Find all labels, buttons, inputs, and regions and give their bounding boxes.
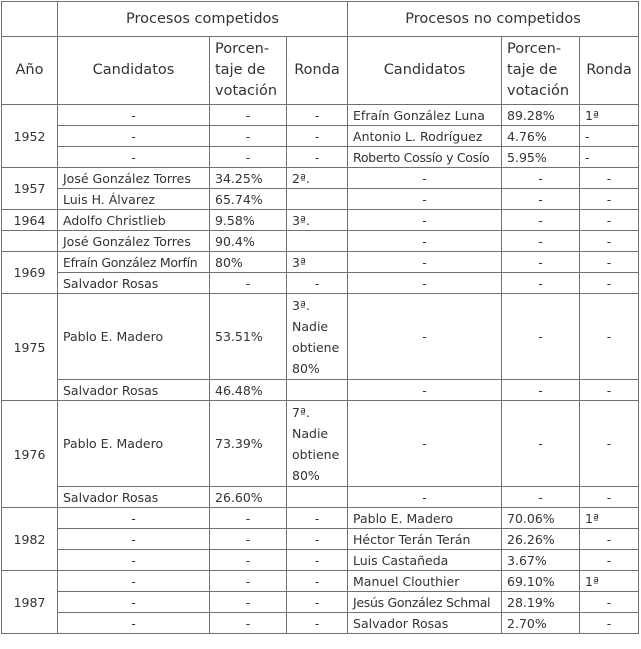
- dash-cell: -: [58, 105, 210, 126]
- candidate-cell: Salvador Rosas: [58, 380, 210, 401]
- dash-cell: -: [580, 487, 639, 508]
- percentage-cell: 73.39%: [210, 401, 287, 487]
- table-row: [2, 126, 639, 147]
- competed-percentage-header: Porcen-taje de votación: [210, 37, 287, 105]
- percentage-cell: 3.67%: [502, 550, 580, 571]
- dash-cell: -: [580, 401, 639, 487]
- candidate-cell: Jesús González Schmal: [348, 592, 502, 613]
- table-row: [2, 592, 639, 613]
- table-row: [2, 189, 639, 210]
- year-cell: 1987: [2, 571, 58, 634]
- round-cell: 3ª: [287, 252, 348, 273]
- dash-cell: -: [210, 571, 287, 592]
- dash-cell: -: [210, 147, 287, 168]
- table-row: [2, 550, 639, 571]
- non-competed-header: Procesos no competidos: [348, 2, 639, 37]
- dash-cell: -: [348, 189, 502, 210]
- dash-cell: -: [580, 380, 639, 401]
- dash-cell: -: [502, 380, 580, 401]
- round-cell: 3ª. Nadie obtiene 80%: [287, 294, 348, 380]
- dash-cell: -: [502, 168, 580, 189]
- percentage-cell: 26.60%: [210, 487, 287, 508]
- dash-cell: -: [580, 189, 639, 210]
- round-cell: [287, 487, 348, 508]
- percentage-cell: 80%: [210, 252, 287, 273]
- dash-cell: -: [502, 231, 580, 252]
- dash-cell: -: [348, 168, 502, 189]
- year-cell: 1952: [2, 105, 58, 168]
- dash-cell: -: [348, 231, 502, 252]
- dash-cell: -: [58, 529, 210, 550]
- table-row: [2, 252, 639, 273]
- round-cell: 1ª: [580, 508, 639, 529]
- percentage-cell: 69.10%: [502, 571, 580, 592]
- dash-cell: -: [210, 529, 287, 550]
- dash-cell: -: [287, 550, 348, 571]
- year-cell: 1964: [2, 210, 58, 231]
- candidate-cell: José González Torres: [58, 168, 210, 189]
- table-row: [2, 168, 639, 189]
- candidate-cell: Luis Castañeda: [348, 550, 502, 571]
- dash-cell: -: [210, 550, 287, 571]
- candidate-cell: Antonio L. Rodríguez: [348, 126, 502, 147]
- candidate-cell: Luis H. Álvarez: [58, 189, 210, 210]
- year-header: Año: [2, 37, 58, 105]
- empty-corner: [2, 2, 58, 37]
- dash-cell: -: [502, 273, 580, 294]
- dash-cell: -: [58, 592, 210, 613]
- table-row: [2, 613, 639, 634]
- dash-cell: -: [210, 613, 287, 634]
- dash-cell: -: [502, 210, 580, 231]
- candidate-cell: Adolfo Christlieb: [58, 210, 210, 231]
- dash-cell: -: [287, 147, 348, 168]
- percentage-cell: 65.74%: [210, 189, 287, 210]
- table-row: [2, 380, 639, 401]
- table-row: [2, 273, 639, 294]
- percentage-cell: 70.06%: [502, 508, 580, 529]
- dash-cell: -: [58, 613, 210, 634]
- round-cell: 1ª: [580, 105, 639, 126]
- dash-cell: -: [210, 105, 287, 126]
- table-row: [2, 147, 639, 168]
- dash-cell: -: [580, 210, 639, 231]
- dash-cell: -: [348, 210, 502, 231]
- non-competed-candidates-header: Candidatos: [348, 37, 502, 105]
- candidate-cell: Salvador Rosas: [58, 487, 210, 508]
- dash-cell: -: [58, 550, 210, 571]
- round-cell: [287, 231, 348, 252]
- table-row: [2, 105, 639, 126]
- candidate-cell: Pablo E. Madero: [58, 401, 210, 487]
- percentage-cell: 28.19%: [502, 592, 580, 613]
- dash-cell: -: [210, 126, 287, 147]
- competed-round-header: Ronda: [287, 37, 348, 105]
- table-row: [2, 210, 639, 231]
- competed-candidates-header: Candidatos: [58, 37, 210, 105]
- dash-cell: -: [58, 571, 210, 592]
- dash-cell: -: [58, 126, 210, 147]
- percentage-cell: 34.25%: [210, 168, 287, 189]
- percentage-cell: 89.28%: [502, 105, 580, 126]
- year-cell: 1976: [2, 401, 58, 508]
- candidate-cell: José González Torres: [58, 231, 210, 252]
- dash-cell: -: [580, 231, 639, 252]
- candidate-cell: Manuel Clouthier: [348, 571, 502, 592]
- year-cell: 1982: [2, 508, 58, 571]
- group-header-row: [2, 2, 639, 37]
- dash-cell: -: [348, 487, 502, 508]
- candidate-cell: Roberto Cossío y Cosío: [348, 147, 502, 168]
- dash-cell: -: [287, 592, 348, 613]
- percentage-cell: -: [210, 273, 287, 294]
- round-cell: 2ª.: [287, 168, 348, 189]
- dash-cell: -: [287, 613, 348, 634]
- round-cell: [287, 189, 348, 210]
- candidate-cell: Pablo E. Madero: [348, 508, 502, 529]
- percentage-cell: 2.70%: [502, 613, 580, 634]
- year-cell: 1969: [2, 252, 58, 294]
- candidate-cell: Salvador Rosas: [58, 273, 210, 294]
- dash-cell: -: [348, 294, 502, 380]
- dash-cell: -: [348, 380, 502, 401]
- round-cell: 1ª: [580, 571, 639, 592]
- dash-cell: -: [348, 252, 502, 273]
- dash-cell: -: [580, 168, 639, 189]
- dash-cell: -: [502, 294, 580, 380]
- candidate-cell: Efraín González Luna: [348, 105, 502, 126]
- percentage-cell: 4.76%: [502, 126, 580, 147]
- candidate-cell: Salvador Rosas: [348, 613, 502, 634]
- round-cell: -: [580, 529, 639, 550]
- candidate-cell: Héctor Terán Terán: [348, 529, 502, 550]
- round-cell: [287, 380, 348, 401]
- dash-cell: -: [58, 508, 210, 529]
- dash-cell: -: [502, 252, 580, 273]
- dash-cell: -: [502, 189, 580, 210]
- round-cell: -: [580, 550, 639, 571]
- dash-cell: -: [348, 273, 502, 294]
- non-competed-percentage-header: Porcen-taje de votación: [502, 37, 580, 105]
- dash-cell: -: [210, 592, 287, 613]
- table-row: [2, 487, 639, 508]
- round-cell: -: [580, 592, 639, 613]
- percentage-cell: 9.58%: [210, 210, 287, 231]
- table-row: [2, 401, 639, 487]
- dash-cell: -: [348, 401, 502, 487]
- table-row: [2, 231, 639, 252]
- column-header-row: [2, 37, 639, 105]
- candidate-cell: Efraín González Morfín: [58, 252, 210, 273]
- round-cell: -: [287, 273, 348, 294]
- round-cell: -: [580, 613, 639, 634]
- dash-cell: -: [502, 487, 580, 508]
- table-row: [2, 508, 639, 529]
- dash-cell: -: [287, 105, 348, 126]
- table-row: [2, 571, 639, 592]
- dash-cell: -: [287, 529, 348, 550]
- percentage-cell: 53.51%: [210, 294, 287, 380]
- table-row: [2, 529, 639, 550]
- dash-cell: -: [287, 126, 348, 147]
- percentage-cell: 5.95%: [502, 147, 580, 168]
- year-cell: 1975: [2, 294, 58, 401]
- dash-cell: -: [287, 508, 348, 529]
- year-cell: 1957: [2, 168, 58, 210]
- round-cell: -: [580, 126, 639, 147]
- competed-header: Procesos competidos: [58, 2, 348, 37]
- empty-year-cell: [2, 231, 58, 252]
- candidate-cell: Pablo E. Madero: [58, 294, 210, 380]
- table-row: [2, 294, 639, 380]
- percentage-cell: 90.4%: [210, 231, 287, 252]
- dash-cell: -: [580, 252, 639, 273]
- dash-cell: -: [210, 508, 287, 529]
- dash-cell: -: [502, 401, 580, 487]
- round-cell: 3ª.: [287, 210, 348, 231]
- elections-table: [1, 1, 639, 634]
- dash-cell: -: [58, 147, 210, 168]
- percentage-cell: 26.26%: [502, 529, 580, 550]
- dash-cell: -: [580, 294, 639, 380]
- dash-cell: -: [287, 571, 348, 592]
- non-competed-round-header: Ronda: [580, 37, 639, 105]
- round-cell: 7ª. Nadie obtiene 80%: [287, 401, 348, 487]
- dash-cell: -: [580, 273, 639, 294]
- round-cell: -: [580, 147, 639, 168]
- percentage-cell: 46.48%: [210, 380, 287, 401]
